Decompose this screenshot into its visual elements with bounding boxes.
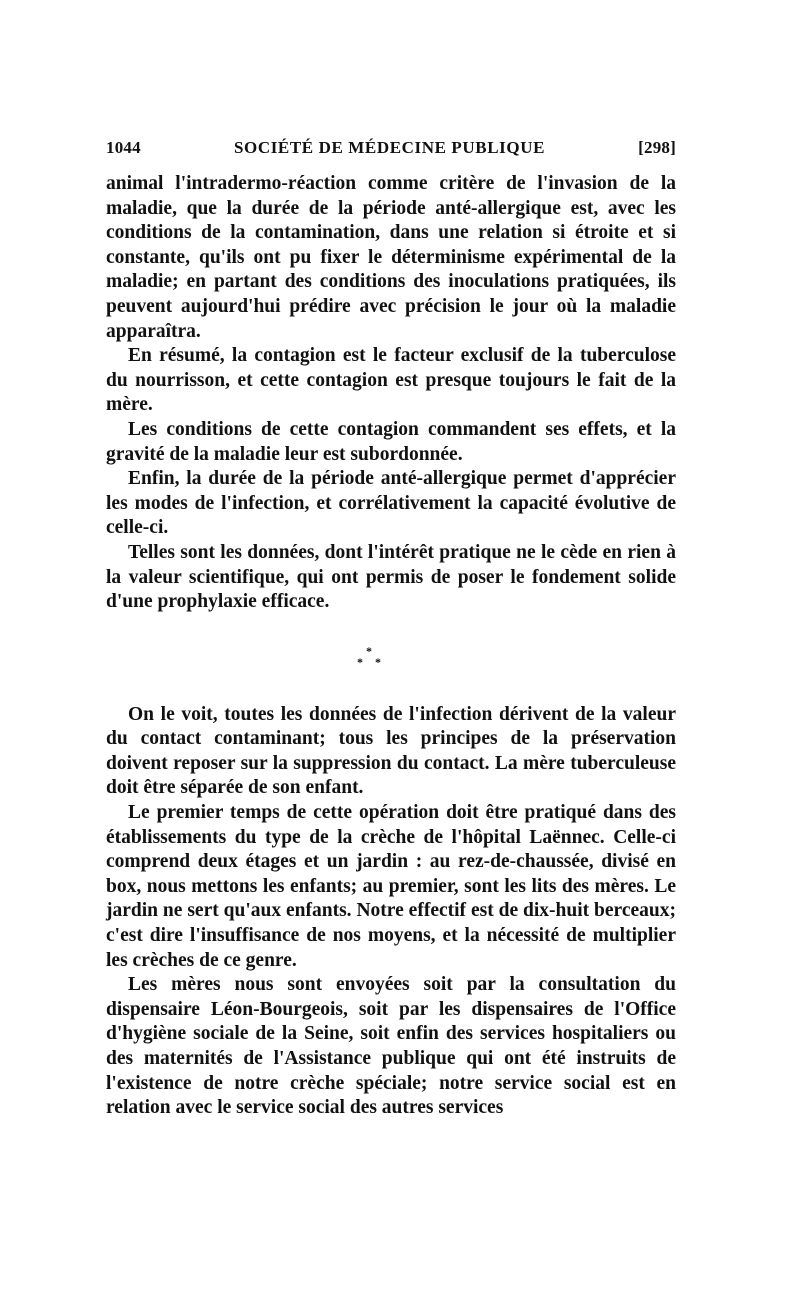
paragraph: En résumé, la contagion est le facteur exclusif de la tuberculose du nourrisson, et cette contagion est presque toujours le fait de la mère. <box>106 345 676 416</box>
running-header <box>106 138 676 172</box>
paragraph: animal l'intradermo-réaction comme critère de l'invasion de la maladie, que la durée de la période anté-allergique est, avec les conditions de la contamination, dans une relation si étroite et si constante, qu'ils ont pu fixer le déterminisme expérimental de la maladie; en partant des conditions des inoculations pratiquées, ils peuvent aujourd'hui prédire avec précision le jour où la maladie apparaîtra. <box>106 173 676 342</box>
book-page <box>106 138 676 1121</box>
separator-star: * <box>357 654 363 669</box>
paragraph: Les mères nous sont envoyées soit par la consultation du dispensaire Léon-Bourgeois, soit par les dispensaires de l'Office d'hygiène sociale de la Seine, soit enfin des services hospitaliers ou des maternités de l'Assistance publique qui ont été instruits de l'existence de notre crèche spéciale; notre service social est en relation avec le service social des autres services <box>106 974 676 1119</box>
running-title: SOCIÉTÉ DE MÉDECINE PUBLIQUE <box>233 138 546 157</box>
paragraph: Telles sont les données, dont l'intérêt pratique ne le cède en rien à la valeur scientifique, qui ont permis de poser le fondement solide d'une prophylaxie efficace. <box>106 541 676 613</box>
section-1 <box>106 172 676 615</box>
page-number: 1044 <box>106 138 141 157</box>
paragraph: Les conditions de cette contagion commandent ses effets, et la gravité de la maladie leur est subordonnée. <box>106 418 676 465</box>
paragraph: On le voit, toutes les données de l'infection dérivent de la valeur du contact contaminant; tous les principes de la préservation doivent reposer sur la suppression du contact. La mère tuberculeuse doit être séparée de son enfant. <box>106 703 676 799</box>
asterism-separator <box>106 633 676 703</box>
separator-star: * <box>375 654 381 669</box>
bracket-page-number: [298] <box>638 138 676 157</box>
paragraph: Le premier temps de cette opération doit être pratiqué dans des établissements du type de la crèche de l'hôpital Laënnec. Celle-ci comprend deux étages et un jardin : au rez-de-chaussée, divisé en box, nous mettons les enfants; au premier, sont les lits des mères. Le jardin ne sert qu'aux enfants. Notre effectif est de dix-huit berceaux; c'est dire l'insuffisance de nos moyens, et la nécessité de multiplier les crèches de ce genre. <box>106 802 676 971</box>
section-2 <box>106 703 676 1121</box>
paragraph: Enfin, la durée de la période anté-allergique permet d'apprécier les modes de l'infection, et corrélativement la capacité évolutive de celle-ci. <box>106 468 676 539</box>
separator-star: * <box>366 643 372 658</box>
